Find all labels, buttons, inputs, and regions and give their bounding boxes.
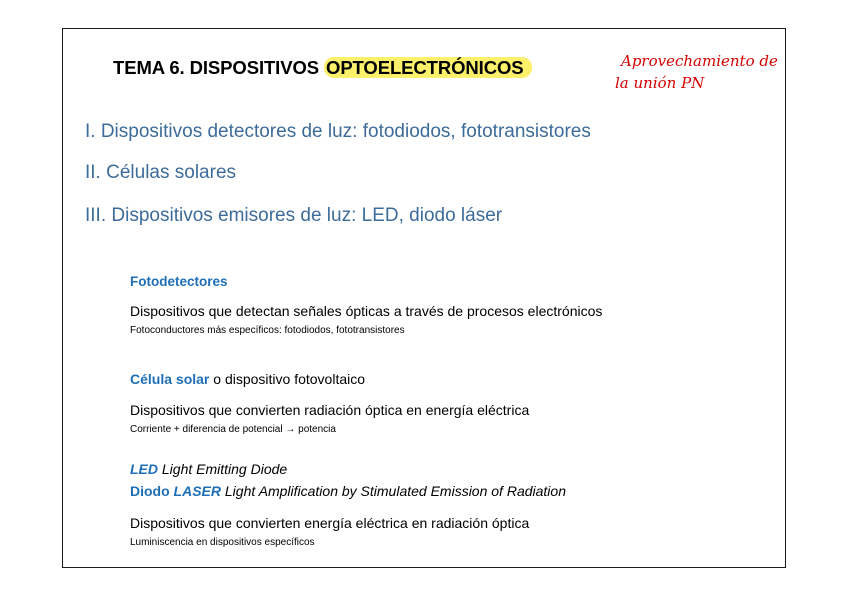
emitters-detail: Luminiscencia en dispositivos específicos <box>130 537 315 548</box>
led-line <box>130 461 287 477</box>
laser-line <box>130 483 566 499</box>
title-highlight: OPTOELECTRÓNICOS <box>324 57 531 78</box>
laser-prefix: Diodo <box>130 483 174 499</box>
solar-cell-heading-rest: o dispositivo fotovoltaico <box>209 371 366 387</box>
led-expansion: Light Emitting Diode <box>158 461 288 477</box>
photodetectors-description: Dispositivos que detectan señales ópticas a través de procesos electrónicos <box>130 303 603 319</box>
handwritten-note-line-1: Aprovechamiento de <box>621 52 778 70</box>
solar-cell-detail: Corriente + diferencia de potencial → potencia <box>130 424 336 435</box>
slide-title <box>113 57 532 79</box>
emitters-description: Dispositivos que convierten energía eléctrica en radiación óptica <box>130 515 530 531</box>
title-prefix: TEMA 6. DISPOSITIVOS <box>113 57 325 78</box>
solar-cell-description: Dispositivos que convierten radiación óptica en energía eléctrica <box>130 402 530 418</box>
solar-cell-heading <box>130 371 365 387</box>
laser-expansion: Light Amplification by Stimulated Emission of Radiation <box>221 483 566 499</box>
handwritten-note-line-2: la unión PN <box>615 74 705 92</box>
photodetectors-heading: Fotodetectores <box>130 274 228 289</box>
led-label: LED <box>130 461 158 477</box>
toc-item-2: II. Células solares <box>85 162 237 183</box>
photodetectors-detail: Fotoconductores más específicos: fotodiodos, fototransistores <box>130 325 405 336</box>
laser-label: LASER <box>173 483 221 499</box>
toc-item-3: III. Dispositivos emisores de luz: LED, diodo láser <box>85 205 503 226</box>
solar-cell-label: Célula solar <box>130 371 210 387</box>
slide <box>62 28 786 568</box>
toc-item-1: I. Dispositivos detectores de luz: fotodiodos, fototransistores <box>85 121 591 142</box>
